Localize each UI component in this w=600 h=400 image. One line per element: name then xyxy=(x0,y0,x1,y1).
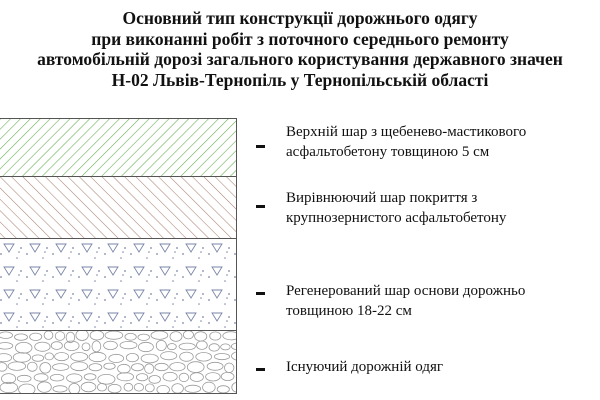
green-hatch-pattern xyxy=(0,119,236,177)
layer-2-line-1: Вирівнюючий шар покриття з xyxy=(286,190,478,206)
layer-4-line-1: Існуючий дорожній одяг xyxy=(286,359,444,375)
title-line-3: автомобільній дорозі загального користування державного значен xyxy=(37,49,563,69)
layer-1-line-2: асфальтобетону товщиною 5 см xyxy=(286,144,490,160)
title-line-1: Основний тип конструкції дорожнього одягу xyxy=(122,8,478,28)
layer-1-line-1: Верхній шар з щебенево-мастикового xyxy=(286,124,527,140)
layer-leveling xyxy=(0,176,237,239)
layer-2-description xyxy=(286,188,506,228)
layer-2-line-2: крупнозернистого асфальтобетону xyxy=(286,210,507,226)
triangle-pattern xyxy=(0,239,236,331)
layer-1-dash-marker xyxy=(256,145,265,148)
title-line-4: Н-02 Львів-Тернопіль у Тернопільській області xyxy=(111,69,489,90)
title-line-2: при виконанні робіт з поточного середнього ремонту xyxy=(91,28,509,49)
layer-3-line-1: Регенерований шар основи дорожньо xyxy=(286,283,526,299)
layer-regenerated-base xyxy=(0,238,237,331)
layer-existing-pavement xyxy=(0,330,237,394)
layer-2-dash-marker xyxy=(256,205,265,208)
layer-4-description xyxy=(286,357,443,377)
layer-3-line-2: товщиною 18-22 см xyxy=(286,303,412,319)
layer-3-dash-marker xyxy=(256,292,265,295)
layer-top-sma xyxy=(0,118,237,177)
layer-4-dash-marker xyxy=(256,368,265,371)
stone-pattern xyxy=(0,331,236,393)
layer-3-description xyxy=(286,281,525,321)
layer-1-description xyxy=(286,122,526,162)
diagram-title xyxy=(0,8,600,90)
brown-hatch-pattern xyxy=(0,177,236,239)
